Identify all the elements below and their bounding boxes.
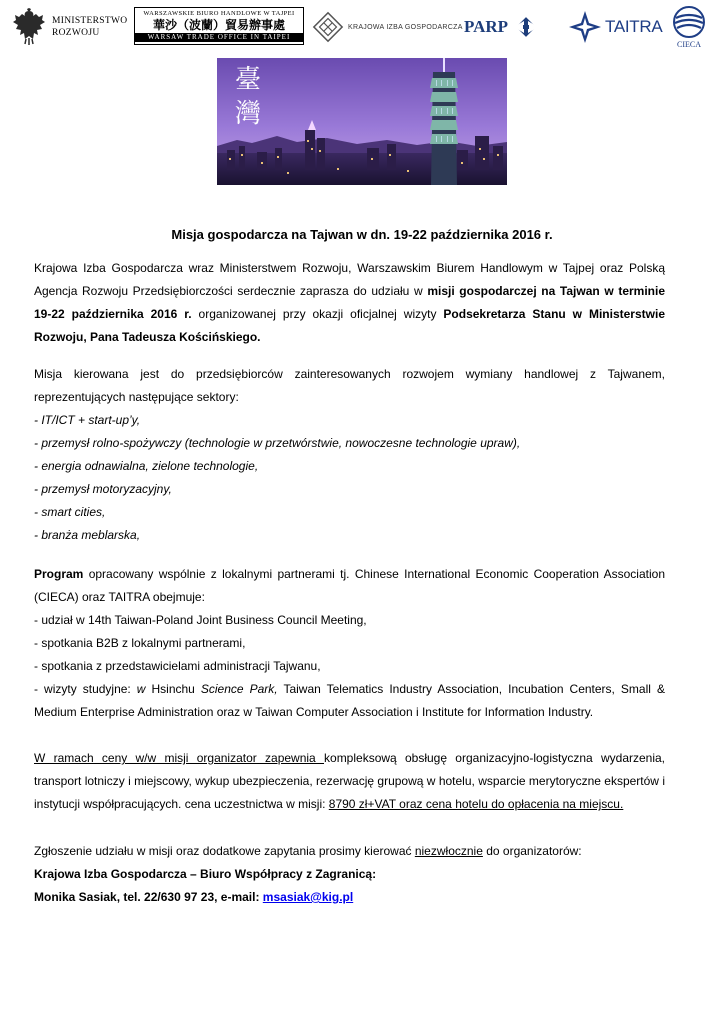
parp-arrows-icon — [511, 12, 541, 42]
ministerstwo-rozwoju-logo — [12, 4, 127, 50]
program-label: Program — [34, 567, 84, 581]
price-intro: W ramach ceny w/w misji organizator zapewnia — [34, 751, 325, 765]
banner-char-1: 臺 — [235, 65, 262, 95]
intro-text-1: Krajowa Izba Gospodarcza wraz Ministerstwem Rozwoju, Warszawskim Biurem Handlowym w Tajpej oraz Polską Agencja Rozwoju Przedsiębiorczości serdecznie zaprasza do udziału w — [34, 261, 665, 298]
sectors-list — [34, 409, 665, 547]
program-item: - udział w 14th Taiwan-Poland Joint Business Council Meeting, — [34, 613, 367, 627]
warsaw-trade-office-logo — [134, 7, 304, 45]
ministry-name-line1: MINISTERSTWO — [52, 16, 128, 26]
sectors-lead: Misja kierowana jest do przedsiębiorców zainteresowanych rozwojem wymiany handlowej z Tajwanem, reprezentujących następujące sektory: — [34, 367, 665, 404]
wto-chinese-name: 華沙（波蘭）貿易辦事處 — [152, 18, 285, 32]
parp-logo — [464, 4, 541, 50]
intro-mission-dates: misji gospodarczej na Tajwan w terminie 19-22 października 2016 r. — [34, 284, 666, 321]
contact-person: Monika Sasiak, tel. 22/630 97 23, e-mail: msasiak@kig.pl — [34, 890, 354, 904]
page-title: Misja gospodarcza na Tajwan w dn. 19-22 października 2016 r. — [171, 227, 553, 242]
taipei-101-tower — [430, 58, 458, 185]
sector-item: - smart cities, — [34, 505, 106, 519]
parp-name: PARP — [464, 17, 509, 36]
contact-section — [34, 840, 665, 909]
intro-paragraph — [34, 257, 665, 349]
program-study-visits: - wizyty studyjne: w Hsinchu Science Park, Taiwan Telematics Industry Association, Incubation Centers, Small & Medium Enterprise Administration oraz w Taiwan Computer Association i Institute for Information Industry. — [34, 682, 665, 719]
price-paragraph — [34, 747, 665, 816]
email-link[interactable]: msasiak@kig.pl — [262, 890, 354, 904]
price-amount: 8790 zł+VAT oraz cena hotelu do opłacenia na miejscu. — [328, 797, 624, 811]
contact-organization: Krajowa Izba Gospodarcza – Biuro Współpracy z Zagranicą: — [34, 867, 377, 881]
program-item: - spotkania z przedstawicielami administracji Tajwanu, — [34, 659, 321, 673]
taitra-star-icon — [568, 10, 602, 44]
sector-item: - przemysł rolno-spożywczy (technologie w przetwórstwie, nowoczesne technologie upraw), — [34, 436, 521, 450]
ministry-name-line2: ROZWOJU — [52, 28, 100, 38]
wto-english-name: WARSAW TRADE OFFICE IN TAIPEI — [135, 33, 303, 42]
cieca-logo — [672, 4, 706, 50]
intro-official-visit: Podsekretarza Stanu w Ministerstwie Rozwoju, Pana Tadeusza Kościńskiego. — [34, 307, 665, 344]
taipei-skyline-banner — [217, 58, 507, 185]
contact-intro: Zgłoszenie udziału w misji oraz dodatkowe zapytania prosimy kierować niezwłocznie do organizatorów: — [34, 844, 582, 858]
program-lead — [34, 563, 665, 609]
polish-eagle-icon — [12, 8, 46, 46]
partner-logos — [12, 4, 712, 52]
sector-item: - IT/ICT + start-up’y, — [34, 413, 141, 427]
price-services: kompleksową obsługę organizacyjno-logistyczna wydarzenia, transport lotniczy i miejscowy, wykup ubezpieczenia, rezerwację grupową w hotelu, wsparcie merytoryczne ekspertów i instytucji współpracujących. cena uczestnictwa w misji: — [34, 751, 666, 811]
cieca-name: CIECA — [677, 40, 701, 49]
sector-item: - przemysł motoryzacyjny, — [34, 482, 172, 496]
cieca-globe-icon — [672, 5, 706, 39]
program-item: - spotkania B2B z lokalnymi partnerami, — [34, 636, 246, 650]
wto-polish-name: WARSZAWSKIE BIURO HANDLOWE W TAJPEI — [143, 10, 295, 17]
taitra-name: TAITRA — [605, 17, 663, 36]
kig-emblem-icon — [312, 9, 344, 45]
sector-item: - energia odnawialna, zielone technologie, — [34, 459, 259, 473]
kig-name: KRAJOWA IZBA GOSPODARCZA — [348, 23, 463, 31]
intro-text-2: organizowanej przy okazji oficjalnej wizyty — [191, 307, 444, 321]
banner-char-2: 灣 — [235, 99, 262, 129]
taitra-logo — [568, 4, 662, 50]
sector-item: - branża meblarska, — [34, 528, 141, 542]
program-list — [34, 609, 665, 678]
program-lead-text: opracowany wspólnie z lokalnymi partnerami tj. Chinese International Economic Cooperation Association (CIECA) oraz TAITRA obejmuje: — [34, 567, 665, 604]
kig-logo — [312, 4, 463, 50]
